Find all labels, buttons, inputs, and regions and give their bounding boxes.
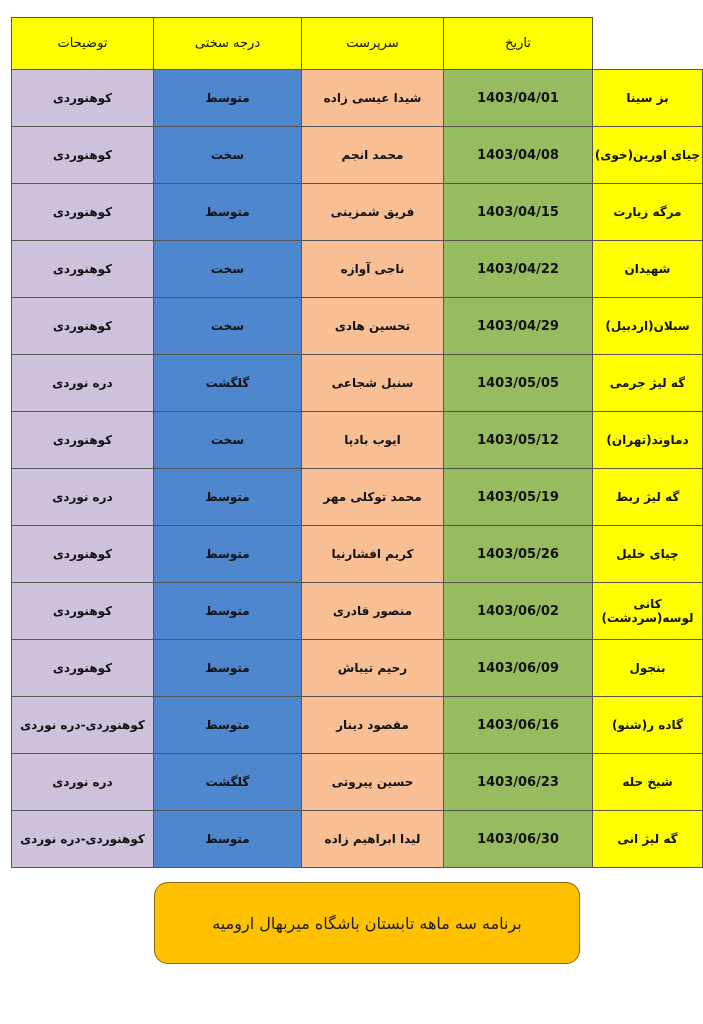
cell-difficulty: متوسط bbox=[154, 184, 302, 241]
cell-place: شیخ حله bbox=[593, 754, 703, 811]
table-row bbox=[12, 811, 703, 868]
cell-difficulty: متوسط bbox=[154, 697, 302, 754]
cell-leader: لیدا ابراهیم زاده bbox=[302, 811, 444, 868]
cell-leader: حسین پیروتی bbox=[302, 754, 444, 811]
cell-difficulty: متوسط bbox=[154, 469, 302, 526]
cell-place: کانی لوسه(سردشت) bbox=[593, 583, 703, 640]
cell-description: کوهنوردی bbox=[12, 298, 154, 355]
cell-place: چیای اورین(خوی) bbox=[593, 127, 703, 184]
cell-description: دره نوردی bbox=[12, 469, 154, 526]
cell-place: گه لیژ انی bbox=[593, 811, 703, 868]
cell-place: سبلان(اردبیل) bbox=[593, 298, 703, 355]
cell-leader: کریم افشارنیا bbox=[302, 526, 444, 583]
schedule-table bbox=[11, 17, 703, 868]
cell-difficulty: متوسط bbox=[154, 640, 302, 697]
cell-difficulty: متوسط bbox=[154, 811, 302, 868]
header-empty-cell bbox=[593, 18, 703, 70]
cell-date: 1403/05/19 bbox=[444, 469, 593, 526]
cell-date: 1403/06/30 bbox=[444, 811, 593, 868]
cell-description: کوهنوردی bbox=[12, 127, 154, 184]
cell-leader: تحسین هادی bbox=[302, 298, 444, 355]
table-row bbox=[12, 583, 703, 640]
table-row bbox=[12, 697, 703, 754]
cell-description: کوهنوردی-دره نوردی bbox=[12, 697, 154, 754]
cell-place: گه لیژ ربط bbox=[593, 469, 703, 526]
cell-leader: ناجی آوازه bbox=[302, 241, 444, 298]
cell-difficulty: متوسط bbox=[154, 70, 302, 127]
cell-place: شهیدان bbox=[593, 241, 703, 298]
program-title: برنامه سه ماهه تابستان باشگاه میربهال ارومیه bbox=[212, 913, 522, 933]
cell-date: 1403/05/26 bbox=[444, 526, 593, 583]
cell-place: گاده ر(شنو) bbox=[593, 697, 703, 754]
table-row bbox=[12, 298, 703, 355]
cell-date: 1403/06/16 bbox=[444, 697, 593, 754]
cell-place: گه لیژ جرمی bbox=[593, 355, 703, 412]
table-row bbox=[12, 640, 703, 697]
cell-leader: شیدا عیسی زاده bbox=[302, 70, 444, 127]
table-row bbox=[12, 70, 703, 127]
cell-leader: محمد انجم bbox=[302, 127, 444, 184]
cell-difficulty: گلگشت bbox=[154, 754, 302, 811]
cell-description: کوهنوردی bbox=[12, 526, 154, 583]
cell-leader: رحیم تیباش bbox=[302, 640, 444, 697]
cell-description: کوهنوردی bbox=[12, 640, 154, 697]
cell-date: 1403/04/08 bbox=[444, 127, 593, 184]
header-difficulty: درجه سختی bbox=[154, 18, 302, 70]
cell-difficulty: متوسط bbox=[154, 526, 302, 583]
table-row bbox=[12, 355, 703, 412]
cell-date: 1403/05/05 bbox=[444, 355, 593, 412]
header-leader: سرپرست bbox=[302, 18, 444, 70]
cell-date: 1403/04/29 bbox=[444, 298, 593, 355]
cell-description: دره نوردی bbox=[12, 754, 154, 811]
table-row bbox=[12, 127, 703, 184]
table-row bbox=[12, 754, 703, 811]
cell-place: چیای خلیل bbox=[593, 526, 703, 583]
cell-difficulty: سخت bbox=[154, 241, 302, 298]
cell-description: کوهنوردی bbox=[12, 70, 154, 127]
cell-difficulty: متوسط bbox=[154, 583, 302, 640]
cell-difficulty: سخت bbox=[154, 127, 302, 184]
cell-leader: مقصود دینار bbox=[302, 697, 444, 754]
cell-date: 1403/06/23 bbox=[444, 754, 593, 811]
cell-place: دماوند(تهران) bbox=[593, 412, 703, 469]
cell-leader: سنبل شجاعی bbox=[302, 355, 444, 412]
cell-leader: منصور قادری bbox=[302, 583, 444, 640]
table-row bbox=[12, 469, 703, 526]
cell-description: دره نوردی bbox=[12, 355, 154, 412]
cell-date: 1403/05/12 bbox=[444, 412, 593, 469]
cell-description: کوهنوردی-دره نوردی bbox=[12, 811, 154, 868]
table-row bbox=[12, 526, 703, 583]
cell-date: 1403/06/02 bbox=[444, 583, 593, 640]
cell-leader: ایوب بادپا bbox=[302, 412, 444, 469]
cell-date: 1403/06/09 bbox=[444, 640, 593, 697]
cell-place: بز سینا bbox=[593, 70, 703, 127]
header-date: تاریخ bbox=[444, 18, 593, 70]
cell-description: کوهنوردی bbox=[12, 583, 154, 640]
cell-date: 1403/04/01 bbox=[444, 70, 593, 127]
cell-difficulty: گلگشت bbox=[154, 355, 302, 412]
cell-leader: محمد توکلی مهر bbox=[302, 469, 444, 526]
table-row bbox=[12, 184, 703, 241]
cell-date: 1403/04/22 bbox=[444, 241, 593, 298]
cell-difficulty: سخت bbox=[154, 298, 302, 355]
header-description: توضیحات bbox=[12, 18, 154, 70]
header-row bbox=[12, 18, 703, 70]
cell-description: کوهنوردی bbox=[12, 241, 154, 298]
table-row bbox=[12, 241, 703, 298]
program-title-box bbox=[154, 882, 580, 964]
cell-description: کوهنوردی bbox=[12, 412, 154, 469]
cell-difficulty: سخت bbox=[154, 412, 302, 469]
cell-place: مرگه زیارت bbox=[593, 184, 703, 241]
cell-place: بنجول bbox=[593, 640, 703, 697]
table-row bbox=[12, 412, 703, 469]
cell-date: 1403/04/15 bbox=[444, 184, 593, 241]
cell-description: کوهنوردی bbox=[12, 184, 154, 241]
cell-leader: فریق شمزینی bbox=[302, 184, 444, 241]
